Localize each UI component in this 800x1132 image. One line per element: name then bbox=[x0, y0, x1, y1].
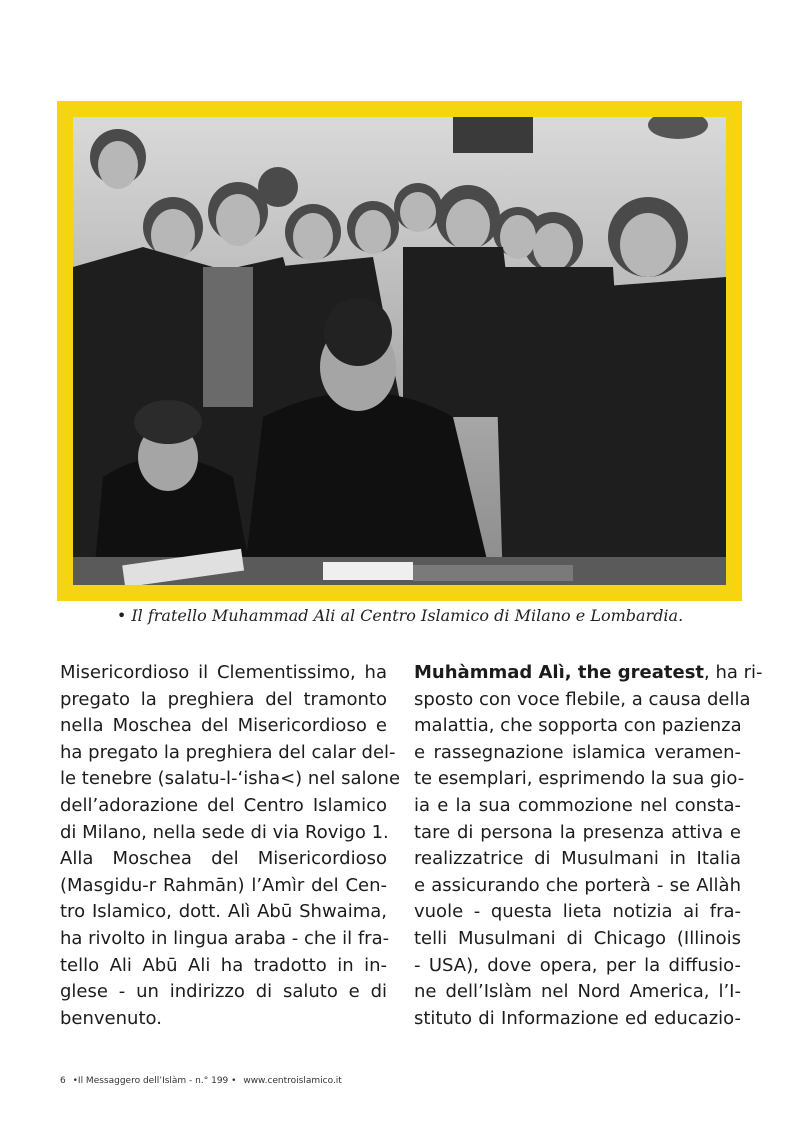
article-line: tro Islamico, dott. Alì Abū Shwaima, bbox=[60, 901, 387, 923]
article-line: glese - un indirizzo di saluto e di bbox=[60, 981, 387, 1003]
website-url: www.centroislamico.it bbox=[243, 1076, 342, 1086]
article-line: malattia, che sopporta con pazienza bbox=[414, 715, 742, 737]
article-line: Alla Moschea del Misericordioso bbox=[60, 848, 387, 870]
article-line: vuole - questa lieta notizia ai fra- bbox=[414, 901, 741, 923]
article-line: tare di persona la presenza attiva e bbox=[414, 821, 741, 843]
article-line: ia e la sua commozione nel consta- bbox=[414, 794, 741, 816]
article-first-line bbox=[414, 660, 763, 687]
page-number: 6 bbox=[60, 1076, 66, 1086]
article-line: ne dell’Islàm nel Nord America, l’I- bbox=[414, 981, 741, 1003]
article-line: sposto con voce flebile, a causa della bbox=[414, 688, 751, 710]
page-footer bbox=[60, 1076, 346, 1086]
article-line: e rassegnazione islamica veramen- bbox=[414, 741, 741, 763]
article-first-line-rest: , ha ri- bbox=[704, 662, 763, 683]
article-subject-bold: Muhàmmad Alì, the greatest bbox=[414, 662, 705, 683]
article-line: - USA), dove opera, per la diffusio- bbox=[414, 954, 741, 976]
article-line: (Masgidu-r Rahmān) l’Amìr del Cen- bbox=[60, 874, 387, 896]
article-line: ha rivolto in lingua araba - che il fra- bbox=[60, 927, 390, 949]
article-column-right bbox=[414, 660, 763, 1032]
article-line: tello Ali Abū Ali ha tradotto in in- bbox=[60, 954, 387, 976]
article-line: dell’adorazione del Centro Islamico bbox=[60, 794, 387, 816]
photo-caption: • Il fratello Muhammad Ali al Centro Islamico di Milano e Lombardia. bbox=[116, 606, 684, 625]
article-column-left bbox=[60, 660, 401, 1032]
article-line: e assicurando che porterà - se Allàh bbox=[414, 874, 741, 896]
publication-name: •Il Messaggero dell’Islàm - n.° 199 • bbox=[72, 1076, 237, 1086]
group-photo-illustration bbox=[73, 117, 726, 585]
group-photo bbox=[73, 117, 726, 585]
article-line: ha pregato la preghiera del calar del- bbox=[60, 741, 396, 763]
article-line: realizzatrice di Musulmani in Italia bbox=[414, 848, 741, 870]
article-line: di Milano, nella sede di via Rovigo 1. bbox=[60, 821, 389, 843]
article-line: nella Moschea del Misericordioso e bbox=[60, 715, 387, 737]
article-line: pregato la preghiera del tramonto bbox=[60, 688, 387, 710]
photo-frame bbox=[57, 101, 742, 601]
article-line: Misericordioso il Clementissimo, ha bbox=[60, 662, 387, 683]
article-line: benvenuto. bbox=[60, 1007, 162, 1029]
article-line: telli Musulmani di Chicago (Illinois bbox=[414, 927, 741, 949]
article-line: te esemplari, esprimendo la sua gio- bbox=[414, 768, 745, 790]
article-line: le tenebre (salatu-l-‘isha<) nel salone bbox=[60, 768, 401, 790]
article-line: stituto di Informazione ed educazio- bbox=[414, 1007, 741, 1029]
